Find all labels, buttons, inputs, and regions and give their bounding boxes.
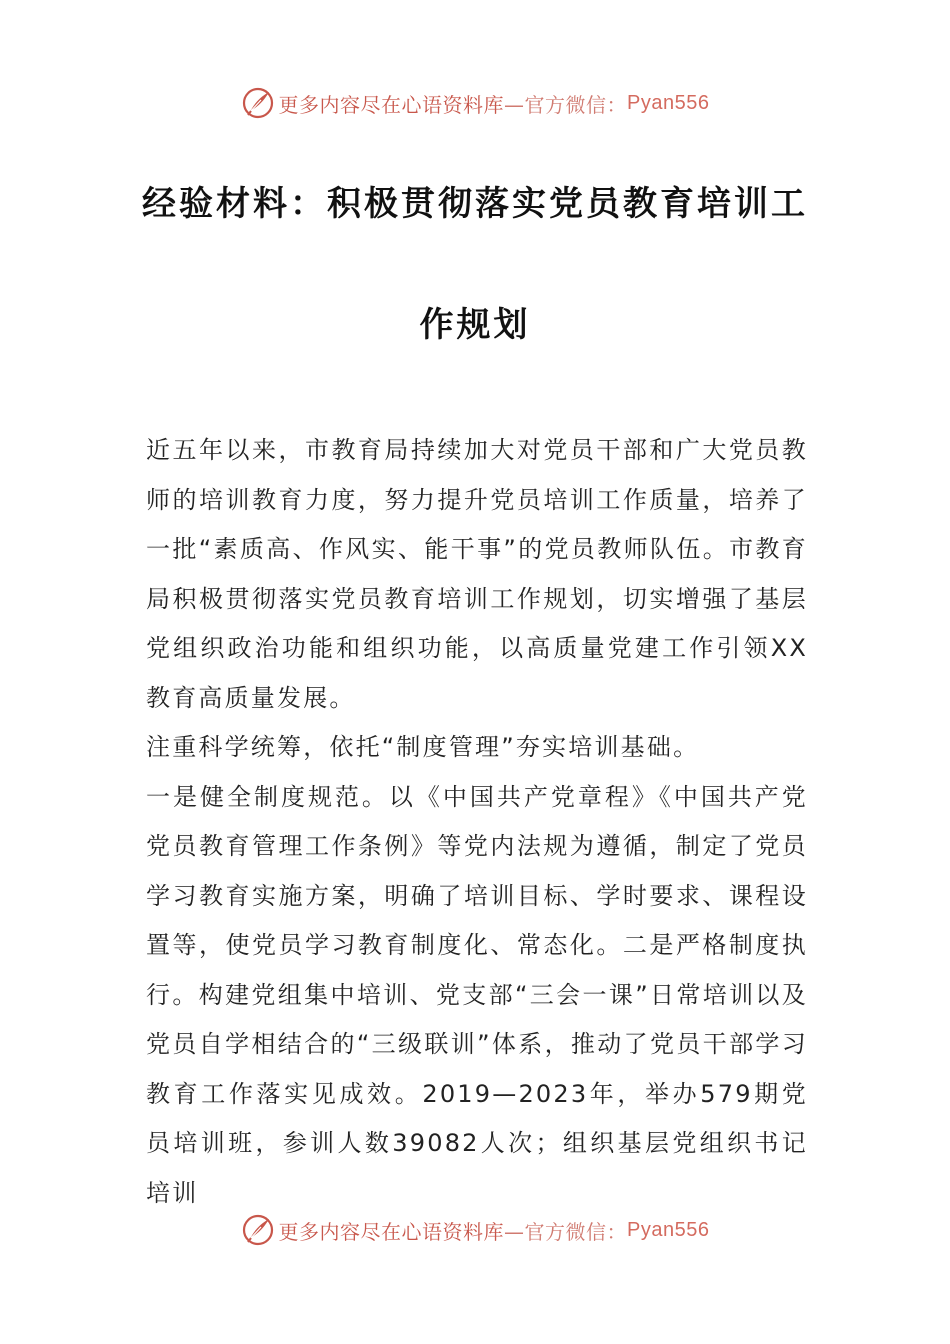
document-body — [146, 426, 808, 1218]
watermark-contact: —官方微信： — [504, 1219, 628, 1244]
feather-pen-circle-icon — [241, 1213, 275, 1247]
paragraph-intro: 近五年以来，市教育局持续加大对党员干部和广大党员教师的培训教育力度，努力提升党员培训工作质量，培养了一批“素质高、作风实、能干事”的党员教师队伍。市教育局积极贯彻落实党员教育培训工作规划，切实增强了基层党组织政治功能和组织功能，以高质量党建工作引领XX教育高质量发展。 — [146, 436, 808, 712]
watermark-id: Pyan556 — [627, 1218, 710, 1241]
document-title-line-2: 作规划 — [419, 305, 531, 345]
watermark-id: Pyan556 — [627, 91, 710, 114]
footer-watermark — [0, 1213, 950, 1247]
feather-pen-circle-icon — [241, 86, 275, 120]
watermark-text: 更多内容尽在心语资料库 — [278, 92, 505, 117]
document-title-line-1: 经验材料：积极贯彻落实党员教育培训工 — [142, 184, 808, 224]
paragraph-system: 一是健全制度规范。以《中国共产党章程》《中国共产党党员教育管理工作条例》等党内法规为遵循，制定了党员学习教育实施方案，明确了培训目标、学时要求、课程设置等，使党员学习教育制度化、常态化。二是严格制度执行。构建党组集中培训、党支部“三会一课”日常培训以及党员自学相结合的“三级联训”体系，推动了党员干部学习教育工作落实见成效。2019—2023年，举办579期党员培训班，参训人数39082人次；组织基层党组织书记培训 — [146, 782, 808, 1207]
header-watermark — [0, 86, 950, 120]
watermark-text: 更多内容尽在心语资料库 — [278, 1219, 505, 1244]
watermark-contact: —官方微信： — [504, 92, 628, 117]
paragraph-heading: 注重科学统筹，依托“制度管理”夯实培训基础。 — [146, 733, 700, 761]
